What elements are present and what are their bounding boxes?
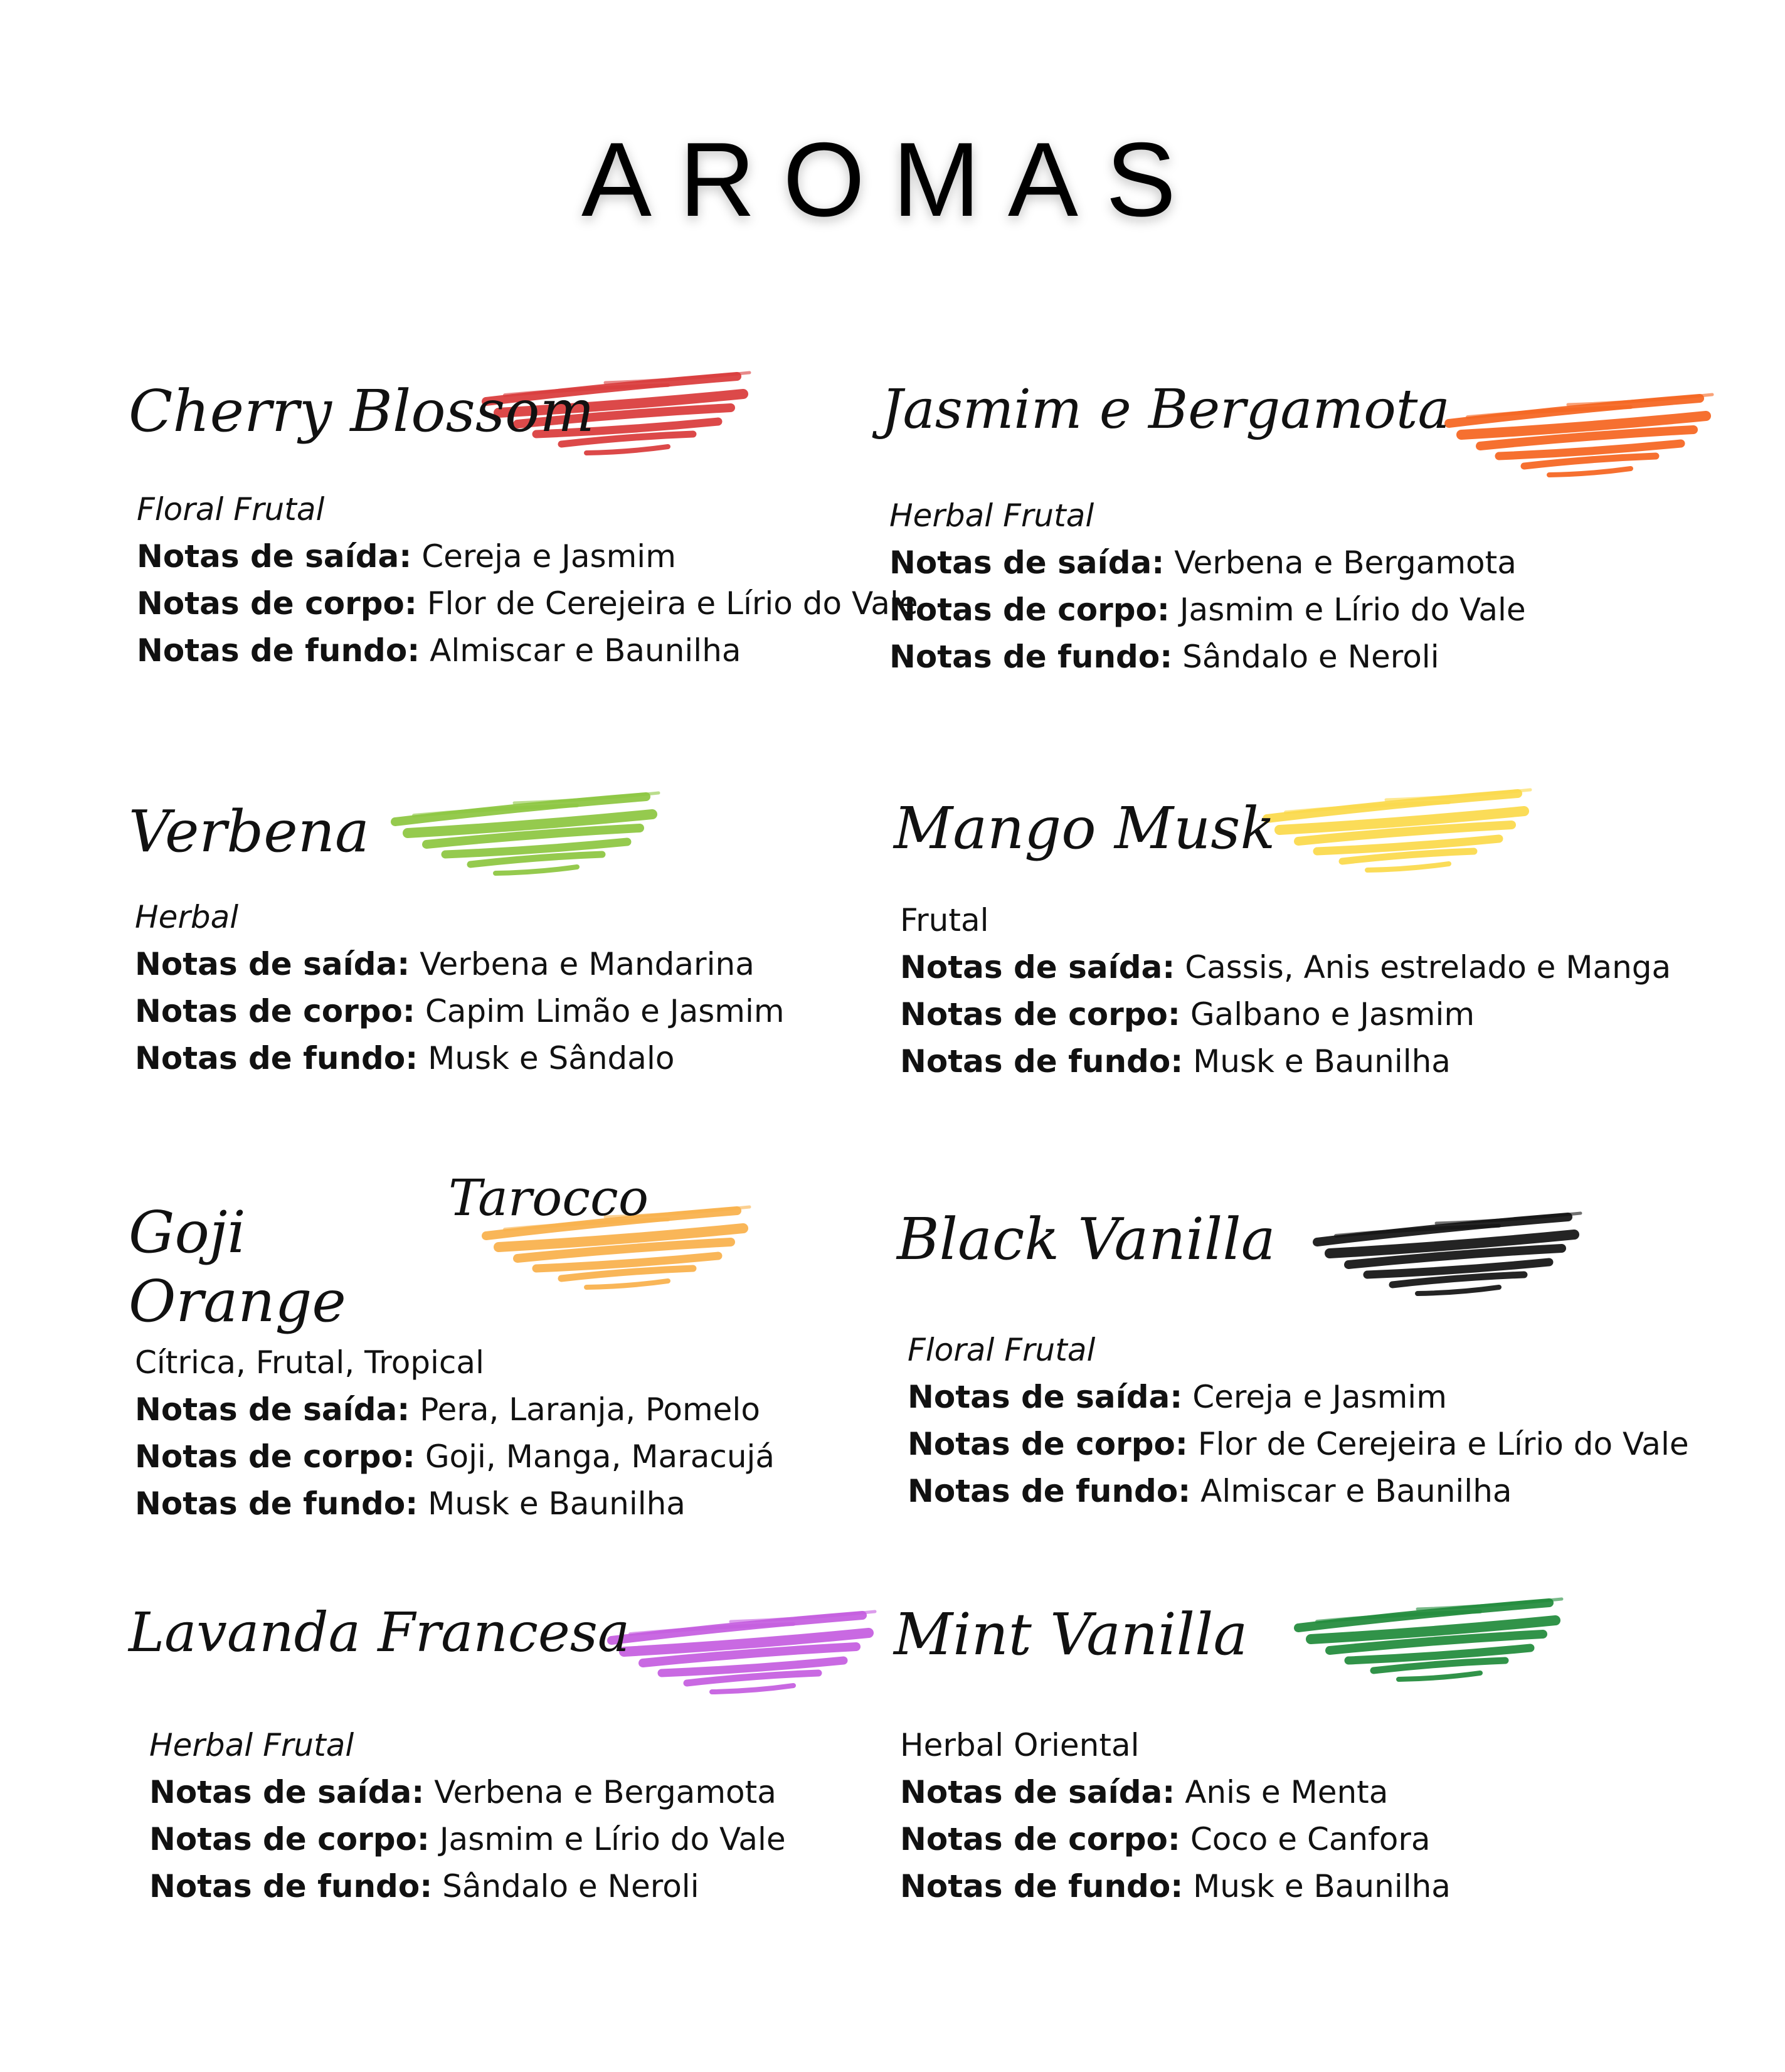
- color-swatch: [605, 1603, 881, 1709]
- color-swatch: [389, 784, 665, 891]
- note-label: Notas de fundo:: [149, 1868, 433, 1905]
- aroma-info: [149, 1722, 786, 1910]
- note-label: Notas de corpo:: [900, 996, 1180, 1033]
- aroma-family: Floral Frutal: [908, 1332, 1096, 1368]
- note-value: Goji, Manga, Maracujá: [425, 1438, 775, 1475]
- note-value: Cereja e Jasmim: [1192, 1379, 1447, 1415]
- note-row: [908, 1468, 1689, 1515]
- note-row: [908, 1374, 1689, 1421]
- swatch-stroke: [1417, 1287, 1499, 1294]
- note-value: Galbano e Jasmim: [1190, 996, 1475, 1033]
- color-swatch: [1261, 781, 1537, 888]
- swatch-stroke: [1549, 469, 1631, 475]
- note-value: Almiscar e Baunilha: [430, 632, 741, 669]
- aroma-info: [908, 1327, 1689, 1515]
- note-value: Almiscar e Baunilha: [1200, 1473, 1512, 1509]
- note-value: Verbena e Mandarina: [420, 946, 755, 982]
- note-label: Notas de saída:: [137, 538, 412, 575]
- note-row: [137, 627, 918, 674]
- swatch-stroke: [586, 447, 668, 453]
- aroma-info: [135, 894, 785, 1082]
- aroma-name: Mango Musk: [894, 795, 1276, 862]
- aroma-card-goji-orange: [129, 1161, 906, 1562]
- aroma-family: Herbal Frutal: [889, 497, 1094, 534]
- note-row: [135, 988, 785, 1035]
- aroma-family: Frutal: [900, 902, 989, 938]
- note-value: Sândalo e Neroli: [1182, 639, 1439, 675]
- aroma-card-verbena: [129, 784, 906, 1186]
- aroma-name: Black Vanilla: [897, 1206, 1276, 1273]
- note-value: Anis e Menta: [1185, 1774, 1389, 1810]
- note-value: Musk e Baunilha: [1193, 1868, 1451, 1905]
- swatch-stroke: [1367, 864, 1449, 870]
- note-row: [900, 1816, 1451, 1863]
- swatch-stroke: [1399, 1673, 1480, 1679]
- note-row: [135, 1035, 785, 1082]
- note-value: Musk e Baunilha: [428, 1485, 686, 1522]
- aroma-family: Floral Frutal: [137, 491, 325, 528]
- aroma-card-jasmim-bergamota: [881, 364, 1659, 765]
- aroma-card-cherry-blossom: [129, 364, 918, 765]
- note-row: [889, 587, 1526, 634]
- note-row: [149, 1769, 786, 1816]
- note-label: Notas de fundo:: [900, 1043, 1184, 1080]
- note-value: Jasmim e Lírio do Vale: [1179, 592, 1526, 628]
- aroma-family: Herbal Frutal: [149, 1727, 354, 1763]
- aroma-name-secondary: Tarocco: [448, 1169, 649, 1227]
- note-row: [889, 539, 1526, 587]
- color-swatch: [1311, 1204, 1587, 1311]
- aroma-name: Mint Vanilla: [894, 1601, 1248, 1668]
- aroma-name: Jasmim e Bergamota: [881, 378, 1450, 441]
- aroma-card-black-vanilla: [897, 1192, 1689, 1593]
- note-label: Notas de fundo:: [135, 1485, 418, 1522]
- swatch-stroke: [712, 1686, 793, 1692]
- note-value: Flor de Cerejeira e Lírio do Vale: [1197, 1426, 1689, 1462]
- note-label: Notas de corpo:: [908, 1426, 1188, 1462]
- aroma-card-mint-vanilla: [894, 1587, 1671, 1989]
- note-row: [900, 944, 1671, 991]
- note-row: [908, 1421, 1689, 1468]
- note-label: Notas de fundo:: [900, 1868, 1184, 1905]
- note-label: Notas de corpo:: [149, 1821, 430, 1857]
- note-row: [149, 1863, 786, 1910]
- note-value: Jasmim e Lírio do Vale: [439, 1821, 786, 1857]
- note-value: Flor de Cerejeira e Lírio do Vale: [426, 585, 918, 622]
- note-label: Notas de fundo:: [889, 639, 1173, 675]
- note-label: Notas de corpo:: [137, 585, 417, 622]
- swatch-stroke: [495, 867, 577, 873]
- note-row: [135, 941, 785, 988]
- note-label: Notas de fundo:: [135, 1040, 418, 1076]
- note-value: Capim Limão e Jasmim: [425, 993, 785, 1029]
- aroma-family: Herbal Oriental: [900, 1727, 1140, 1763]
- aroma-card-lavanda-francesa: [129, 1587, 906, 1989]
- note-label: Notas de fundo:: [137, 632, 420, 669]
- aroma-name: Cherry Blossom: [129, 378, 595, 445]
- aroma-info: [900, 897, 1671, 1085]
- note-label: Notas de corpo:: [889, 592, 1170, 628]
- note-row: [900, 1038, 1671, 1085]
- note-row: [137, 533, 918, 580]
- note-label: Notas de saída:: [900, 1774, 1175, 1810]
- note-label: Notas de fundo:: [908, 1473, 1191, 1509]
- aroma-name: Goji Orange: [129, 1199, 346, 1335]
- aroma-family: Herbal: [135, 899, 239, 935]
- aroma-name: Lavanda Francesa: [129, 1602, 630, 1664]
- note-label: Notas de saída:: [149, 1774, 425, 1810]
- note-value: Sândalo e Neroli: [442, 1868, 699, 1905]
- note-value: Pera, Laranja, Pomelo: [420, 1391, 760, 1428]
- note-value: Verbena e Bergamota: [434, 1774, 776, 1810]
- note-row: [900, 991, 1671, 1038]
- note-value: Musk e Baunilha: [1193, 1043, 1451, 1080]
- swatch-stroke: [586, 1281, 668, 1287]
- note-label: Notas de corpo:: [135, 993, 415, 1029]
- note-label: Notas de saída:: [900, 949, 1175, 986]
- note-value: Musk e Sândalo: [428, 1040, 675, 1076]
- aroma-info: [135, 1339, 775, 1527]
- aroma-family: Cítrica, Frutal, Tropical: [135, 1344, 484, 1381]
- note-label: Notas de saída:: [135, 946, 410, 982]
- note-row: [135, 1386, 775, 1433]
- note-row: [900, 1863, 1451, 1910]
- note-value: Cassis, Anis estrelado e Manga: [1185, 949, 1671, 986]
- note-value: Verbena e Bergamota: [1174, 545, 1517, 581]
- aroma-name: Verbena: [129, 798, 369, 865]
- note-label: Notas de corpo:: [900, 1821, 1180, 1857]
- note-label: Notas de saída:: [889, 545, 1165, 581]
- note-row: [900, 1769, 1451, 1816]
- note-label: Notas de saída:: [135, 1391, 410, 1428]
- aroma-info: [889, 492, 1526, 681]
- aroma-card-mango-musk: [894, 781, 1671, 1182]
- note-label: Notas de corpo:: [135, 1438, 415, 1475]
- aroma-info: [137, 486, 918, 674]
- aroma-info: [900, 1722, 1451, 1910]
- color-swatch: [1443, 386, 1719, 492]
- note-row: [135, 1480, 775, 1527]
- note-value: Coco e Canfora: [1190, 1821, 1431, 1857]
- note-row: [135, 1433, 775, 1480]
- page-title: AROMAS: [581, 120, 1204, 238]
- color-swatch: [1292, 1590, 1568, 1697]
- note-row: [889, 634, 1526, 681]
- note-label: Notas de saída:: [908, 1379, 1183, 1415]
- note-row: [137, 580, 918, 627]
- note-value: Cereja e Jasmim: [421, 538, 676, 575]
- note-row: [149, 1816, 786, 1863]
